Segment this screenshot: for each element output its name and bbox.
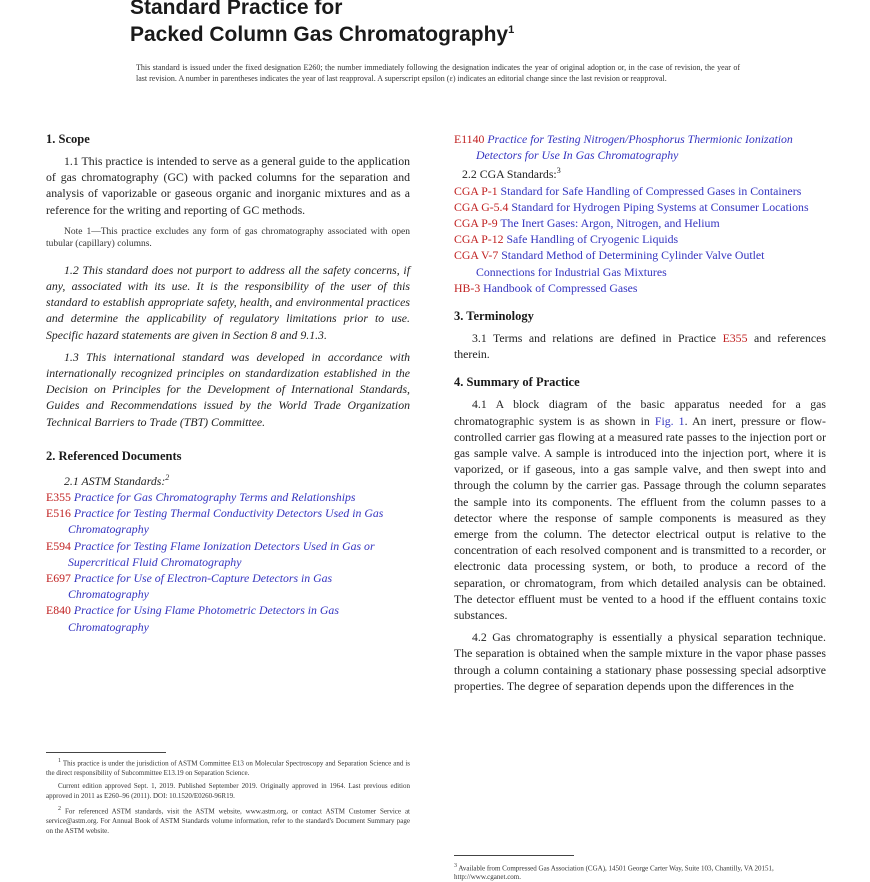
reference-title[interactable]: Safe Handling of Cryogenic Liquids	[506, 232, 679, 247]
section-heading-summary: 4. Summary of Practice	[454, 375, 580, 390]
reference-item[interactable]	[454, 231, 826, 247]
cga-standards-label: 2.2 CGA Standards:$^3$	[462, 166, 561, 182]
reference-title[interactable]: Standard for Hydrogen Piping Systems at Consumer Locations	[511, 199, 809, 214]
footnote-1-edition: Current edition approved Sept. 1, 2019. Published September 2019. Originally approved in 1964. Last previous edition approved in 2011 as E260–96 (2011). DOI: 10.1520/E0260-96R19.	[46, 782, 410, 800]
reference-item[interactable]	[46, 570, 410, 602]
reference-item[interactable]	[454, 247, 826, 279]
reference-title[interactable]: The Inert Gases: Argon, Nitrogen, and Helium	[500, 215, 720, 230]
reference-item[interactable]	[454, 183, 826, 199]
paragraph-4-2: 4.2 Gas chromatography is essentially a physical separation technique. The separation is obtained when the sample mixture in the vapor phase passes through a column containing a stationary phase possessing special adsorptive properties. The degree of separation depends upon the differences in the	[454, 630, 826, 693]
reference-item[interactable]	[46, 538, 410, 570]
reference-title[interactable]: Practice for Testing Flame Ionization Detectors Used in Gas or Supercritical Fluid Chromatography	[68, 538, 375, 569]
footnote-3: $^3$ Available from Compressed Gas Association (CGA), 14501 George Carter Way, Suite 103, Chantilly, VA 20151, http://www.cganet.com.	[454, 863, 774, 882]
reference-item[interactable]	[46, 505, 410, 537]
reference-code[interactable]: E516	[46, 506, 74, 521]
reference-code[interactable]: CGA G-5.4	[454, 199, 512, 214]
title-text: Packed Column Gas Chromatography	[130, 23, 509, 46]
reference-code[interactable]: E594	[46, 538, 74, 553]
document-title	[130, 0, 830, 46]
footnote-rule	[46, 752, 166, 753]
reference-code[interactable]: E355	[46, 489, 74, 504]
footnote-1: $^1$ This practice is under the jurisdiction of ASTM Committee E13 on Molecular Spectroscopy and Separation Science and is the direct responsibility of Subcommittee E13.19 on Separation Science.	[46, 758, 410, 777]
astm-reference-list	[46, 489, 410, 635]
footnotes	[46, 757, 410, 840]
reference-title[interactable]: Handbook of Compressed Gases	[483, 280, 638, 295]
reference-item[interactable]	[454, 215, 826, 231]
section-heading-terminology: 3. Terminology	[454, 308, 534, 323]
reference-title[interactable]: Practice for Use of Electron-Capture Detectors in Gas Chromatography	[68, 570, 333, 602]
title-footnote-mark: 1	[508, 24, 515, 36]
cga-reference-list	[454, 183, 826, 296]
reference-code[interactable]: E1140	[454, 132, 488, 146]
reference-code[interactable]: E697	[46, 570, 74, 585]
section-heading-scope: 1. Scope	[46, 132, 90, 146]
note-1: Note 1—This practice excludes any form of gas chromatography associated with open tubular (capillary) columns.	[46, 226, 410, 249]
reference-title[interactable]: Practice for Testing Thermal Conductivity Detectors Used in Gas Chromatography	[68, 506, 384, 537]
reference-code[interactable]: HB-3	[454, 280, 484, 295]
astm-standards-label: 2.1 ASTM Standards:$^2$	[64, 472, 170, 488]
paragraph-4-1: 4.1 A block diagram of the basic apparatus needed for a gas chromatographic system is as shown in Fig. 1. An inert, pressure or flow-controlled carrier gas flowing at a measured rate passes to the injection port or gas sample valve. A sample is introduced into the injection port, where it is vaporized, or if gaseous, into a gas sample valve, and then swept into and through the column by the carrier gas. Passage through the column separates the sample into its components. The effluent from the column passes to a detector where the response of sample components is measured as they emerge from the column. The detector electrical output is relative to the concentration of each resolved component and is transmitted to a recorder, or electronic data processing system, or both, to produce a record of the separation, or chromatogram, from which detailed analysis can be obtained. The detector effluent must be vented to a hood if the effluent contains toxic substances.	[454, 397, 826, 622]
reference-title[interactable]: Standard for Safe Handling of Compressed Gases in Containers	[500, 183, 802, 198]
paragraph-1-2: 1.2 This standard does not purport to address all the safety concerns, if any, associated with its use. It is the responsibility of the user of this standard to establish appropriate safety, health, and environmental practices and determine the applicability of regulatory limitations prior to use. Specific hazard statements are given in Section 8 and 9.1.3.	[46, 262, 410, 342]
left-column	[46, 131, 410, 635]
paragraph-1-3: 1.3 This international standard was developed in accordance with internationally recognized principles on standardization established in the Decision on Principles for the Development of International Standards, Guides and Recommendations issued by the World Trade Organization Technical Barriers to Trade (TBT) Committee.	[46, 349, 410, 429]
right-column	[454, 131, 826, 694]
reference-item[interactable]	[46, 489, 410, 505]
paragraph-1-1: 1.1 This practice is intended to serve as a general guide to the application of gas chromatography (GC) with packed columns for the separation and analysis of vaporizable or gaseous organic and inorganic mixtures and as a reference for the writing and reporting of GC methods.	[46, 154, 410, 217]
astm-reference-list-continued	[454, 131, 826, 163]
paragraph-3-1: 3.1 Terms and relations are defined in Practice E355 and references therein.	[454, 330, 826, 362]
reference-title[interactable]: Practice for Gas Chromatography Terms and Relationships	[73, 489, 356, 504]
reference-item[interactable]	[454, 199, 826, 215]
reference-code[interactable]: CGA P-12	[454, 232, 507, 247]
section-heading-referenced-documents: 2. Referenced Documents	[46, 448, 182, 463]
link-e355[interactable]: E355	[722, 330, 748, 345]
designation-preamble: This standard is issued under the fixed designation E260; the number immediately following the designation indicates the year of original adoption or, in the case of revision, the year of last revision. A number in parentheses indicates the year of last reapproval. A superscript epsilon (ε) indicates an editorial change since the last revision or reapproval.	[136, 63, 740, 83]
reference-code[interactable]: CGA V-7	[454, 248, 502, 263]
reference-item[interactable]	[46, 602, 410, 634]
reference-item[interactable]	[454, 280, 826, 296]
reference-code[interactable]: CGA P-1	[454, 183, 501, 198]
reference-code[interactable]: CGA P-9	[454, 215, 501, 230]
title-line-1: Standard Practice for	[130, 0, 343, 19]
reference-item[interactable]	[454, 131, 826, 163]
footnote-rule-right	[454, 855, 574, 856]
reference-title[interactable]: Practice for Testing Nitrogen/Phosphorus Thermionic Ionization Detectors for Use In Gas Chromatography	[476, 132, 793, 163]
title-line-2	[130, 19, 830, 46]
reference-title[interactable]: Practice for Using Flame Photometric Detectors in Gas Chromatography	[68, 603, 339, 634]
reference-code[interactable]: E840	[46, 603, 74, 618]
reference-title[interactable]: Standard Method of Determining Cylinder Valve Outlet Connections for Industrial Gas Mixtures	[476, 248, 765, 279]
footnote-2: $^2$ For referenced ASTM standards, visit the ASTM website, www.astm.org, or contact ASTM Customer Service at service@astm.org. For Annual Book of ASTM Standards volume information, refer to the standard's Document Summary page on the ASTM website.	[46, 806, 411, 835]
link-fig-1[interactable]: Fig. 1	[654, 413, 685, 428]
